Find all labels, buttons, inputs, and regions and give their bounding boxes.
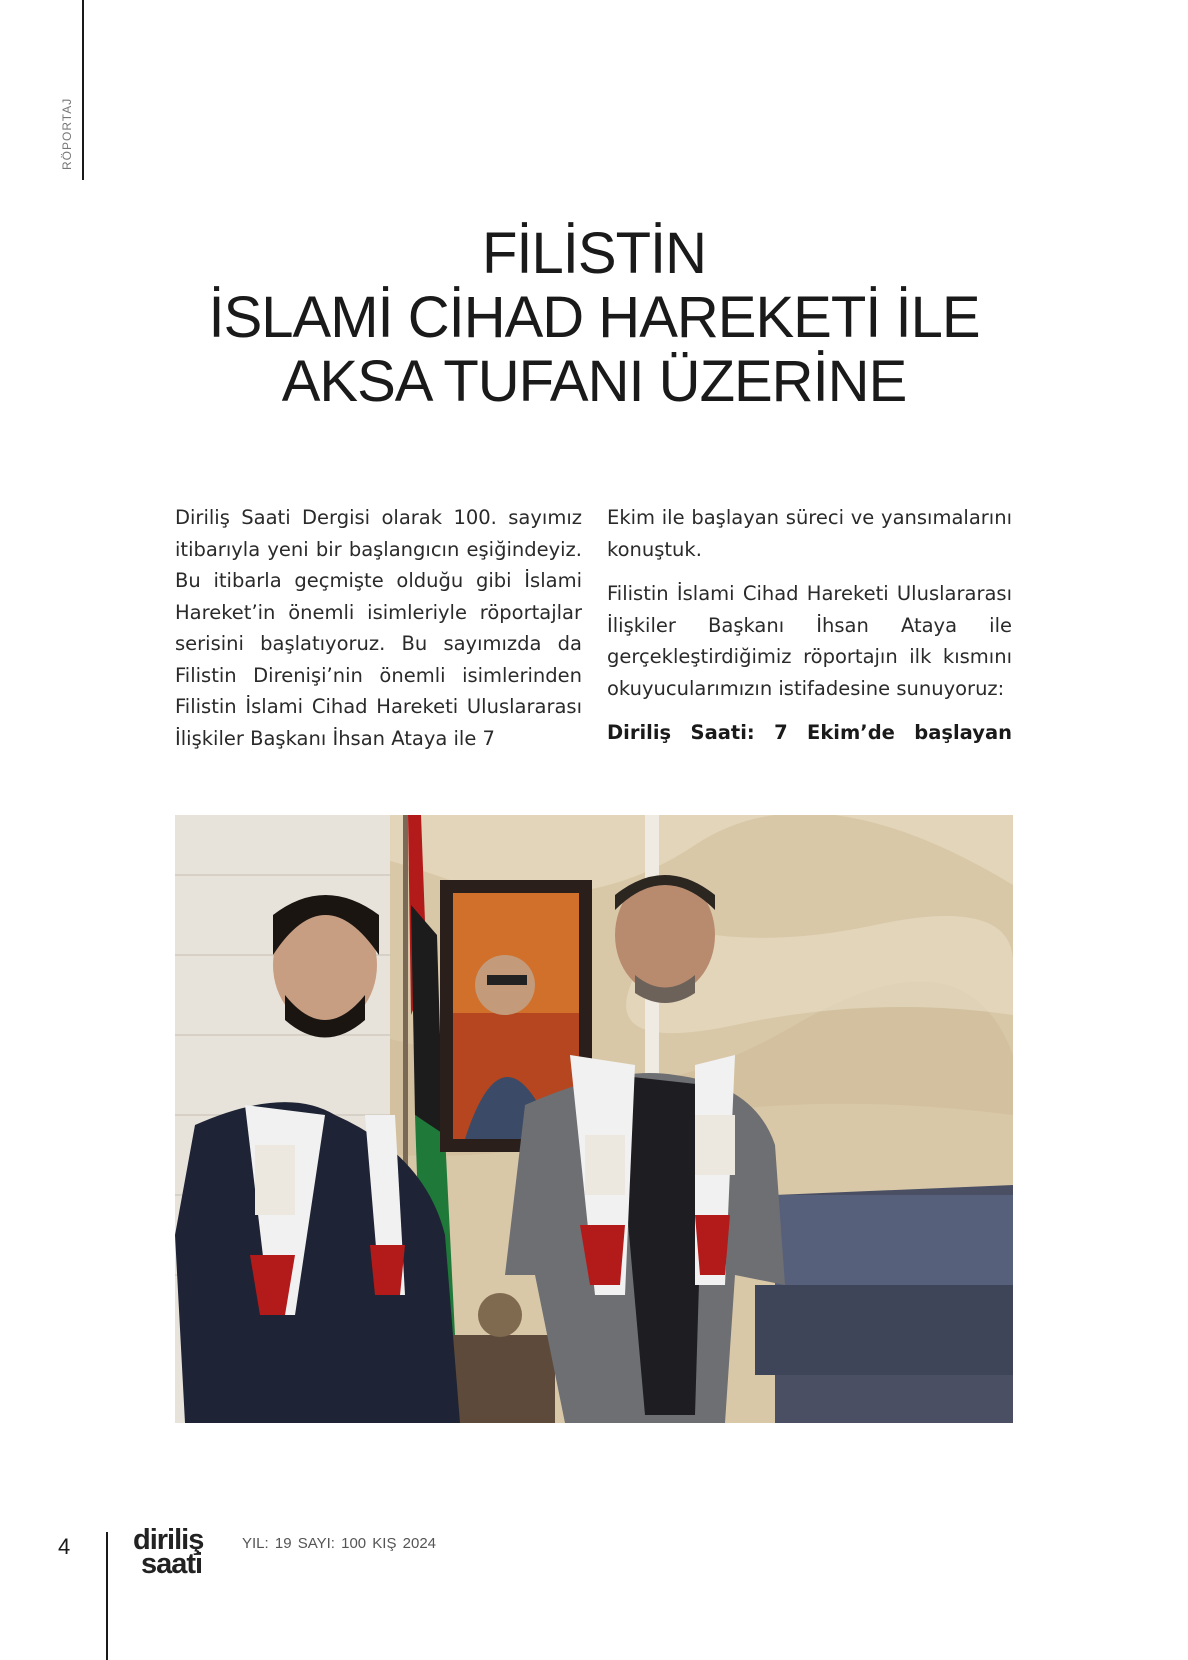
magazine-logo xyxy=(133,1524,204,1580)
logo-line-1: diriliş xyxy=(133,1524,204,1556)
question-lead: Diriliş Saati: 7 Ekim’de başlayan xyxy=(607,721,1012,744)
intro-paragraph: Diriliş Saati Dergisi olarak 100. sayımız itibarıyla yeni bir başlangıcın eşiğindeyiz. Bu itibarla geçmişte olduğu gibi İslami Hareket’in önemli isimleriyle röportajlar serisini başlatıyoruz. Bu sayımızda da Filistin Direnişi’nin önemli isimlerinden Filistin İslami Cihad Hareketi Uluslararası İlişkiler Başkanı İhsan Ataya ile 7 xyxy=(175,506,582,750)
interview-intro-paragraph: Filistin İslami Cihad Hareketi Uluslararası İlişkiler Başkanı İhsan Ataya ile gerçekleştirdiğimiz röportajın ilk kısmını okuyucularımızın istifadesine sunuyoruz: xyxy=(607,582,1012,700)
footer-vertical-rule xyxy=(106,1532,108,1660)
issue-info: YIL: 19 SAYI: 100 KIŞ 2024 xyxy=(242,1535,437,1552)
body-column-left xyxy=(175,502,582,767)
top-vertical-rule xyxy=(82,0,84,180)
section-label: RÖPORTAJ xyxy=(60,97,74,170)
intro-paragraph-continued: Ekim ile başlayan süreci ve yansımalarını konuştuk. xyxy=(607,506,1012,561)
interview-photo xyxy=(175,815,1013,1423)
title-line-1: FİLİSTİN xyxy=(481,221,707,286)
page-number: 4 xyxy=(58,1534,71,1559)
body-column-right xyxy=(607,502,1012,762)
article-title xyxy=(120,222,1068,414)
logo-line-2: saati xyxy=(141,1548,203,1580)
title-line-2: İSLAMİ CİHAD HAREKETİ İLE xyxy=(208,285,980,350)
title-line-3: AKSA TUFANI ÜZERİNE xyxy=(281,349,907,414)
